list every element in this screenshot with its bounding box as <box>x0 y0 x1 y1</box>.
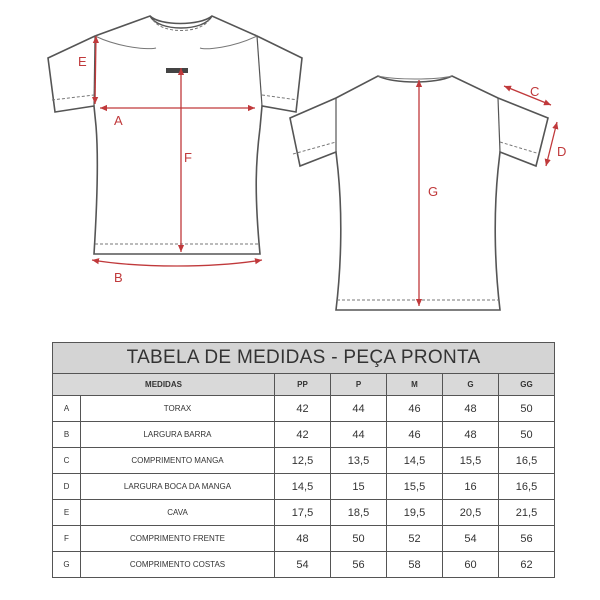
cell-value: 42 <box>275 396 331 422</box>
row-code: E <box>53 500 81 526</box>
cell-value: 21,5 <box>499 500 555 526</box>
cell-value: 50 <box>499 422 555 448</box>
label-g: G <box>428 184 439 199</box>
row-measure-name: LARGURA BARRA <box>81 422 275 448</box>
cell-value: 15,5 <box>443 448 499 474</box>
row-code: C <box>53 448 81 474</box>
row-code: D <box>53 474 81 500</box>
cell-value: 46 <box>387 422 443 448</box>
row-measure-name: COMPRIMENTO FRENTE <box>81 526 275 552</box>
label-d: D <box>557 144 567 159</box>
cell-value: 56 <box>331 552 387 578</box>
row-measure-name: TORAX <box>81 396 275 422</box>
cell-value: 19,5 <box>387 500 443 526</box>
table-row <box>53 396 555 422</box>
table-row <box>53 552 555 578</box>
cell-value: 44 <box>331 422 387 448</box>
cell-value: 62 <box>499 552 555 578</box>
cell-value: 44 <box>331 396 387 422</box>
header-size-g: G <box>443 374 499 396</box>
header-row <box>53 374 555 396</box>
header-size-pp: PP <box>275 374 331 396</box>
row-measure-name: LARGURA BOCA DA MANGA <box>81 474 275 500</box>
header-measures: MEDIDAS <box>53 374 275 396</box>
label-c: C <box>530 84 540 99</box>
label-a: A <box>114 113 123 128</box>
label-b: B <box>114 270 123 285</box>
table-row <box>53 474 555 500</box>
table-title: TABELA DE MEDIDAS - PEÇA PRONTA <box>53 343 555 374</box>
cell-value: 42 <box>275 422 331 448</box>
measure-line-d <box>546 122 557 166</box>
cell-value: 52 <box>387 526 443 552</box>
cell-value: 16,5 <box>499 448 555 474</box>
cell-value: 50 <box>499 396 555 422</box>
cell-value: 15 <box>331 474 387 500</box>
row-code: G <box>53 552 81 578</box>
cell-value: 16 <box>443 474 499 500</box>
measure-line-c <box>504 86 551 105</box>
cell-value: 46 <box>387 396 443 422</box>
table-row <box>53 448 555 474</box>
label-f: F <box>184 150 192 165</box>
row-measure-name: COMPRIMENTO COSTAS <box>81 552 275 578</box>
row-code: B <box>53 422 81 448</box>
cell-value: 54 <box>275 552 331 578</box>
cell-value: 54 <box>443 526 499 552</box>
cell-value: 16,5 <box>499 474 555 500</box>
table-row <box>53 500 555 526</box>
header-size-gg: GG <box>499 374 555 396</box>
cell-value: 17,5 <box>275 500 331 526</box>
cell-value: 50 <box>331 526 387 552</box>
table-row <box>53 526 555 552</box>
cell-value: 15,5 <box>387 474 443 500</box>
cell-value: 14,5 <box>275 474 331 500</box>
label-e: E <box>78 54 87 69</box>
cell-value: 56 <box>499 526 555 552</box>
cell-value: 14,5 <box>387 448 443 474</box>
cell-value: 60 <box>443 552 499 578</box>
cell-value: 20,5 <box>443 500 499 526</box>
header-size-p: P <box>331 374 387 396</box>
cell-value: 48 <box>443 422 499 448</box>
row-code: A <box>53 396 81 422</box>
cell-value: 18,5 <box>331 500 387 526</box>
row-measure-name: COMPRIMENTO MANGA <box>81 448 275 474</box>
measure-line-b <box>92 260 262 266</box>
row-code: F <box>53 526 81 552</box>
row-measure-name: CAVA <box>81 500 275 526</box>
cell-value: 48 <box>275 526 331 552</box>
cell-value: 58 <box>387 552 443 578</box>
table-row <box>53 422 555 448</box>
cell-value: 12,5 <box>275 448 331 474</box>
front-tshirt <box>48 16 302 254</box>
header-size-m: M <box>387 374 443 396</box>
size-table <box>52 342 555 578</box>
cell-value: 48 <box>443 396 499 422</box>
cell-value: 13,5 <box>331 448 387 474</box>
